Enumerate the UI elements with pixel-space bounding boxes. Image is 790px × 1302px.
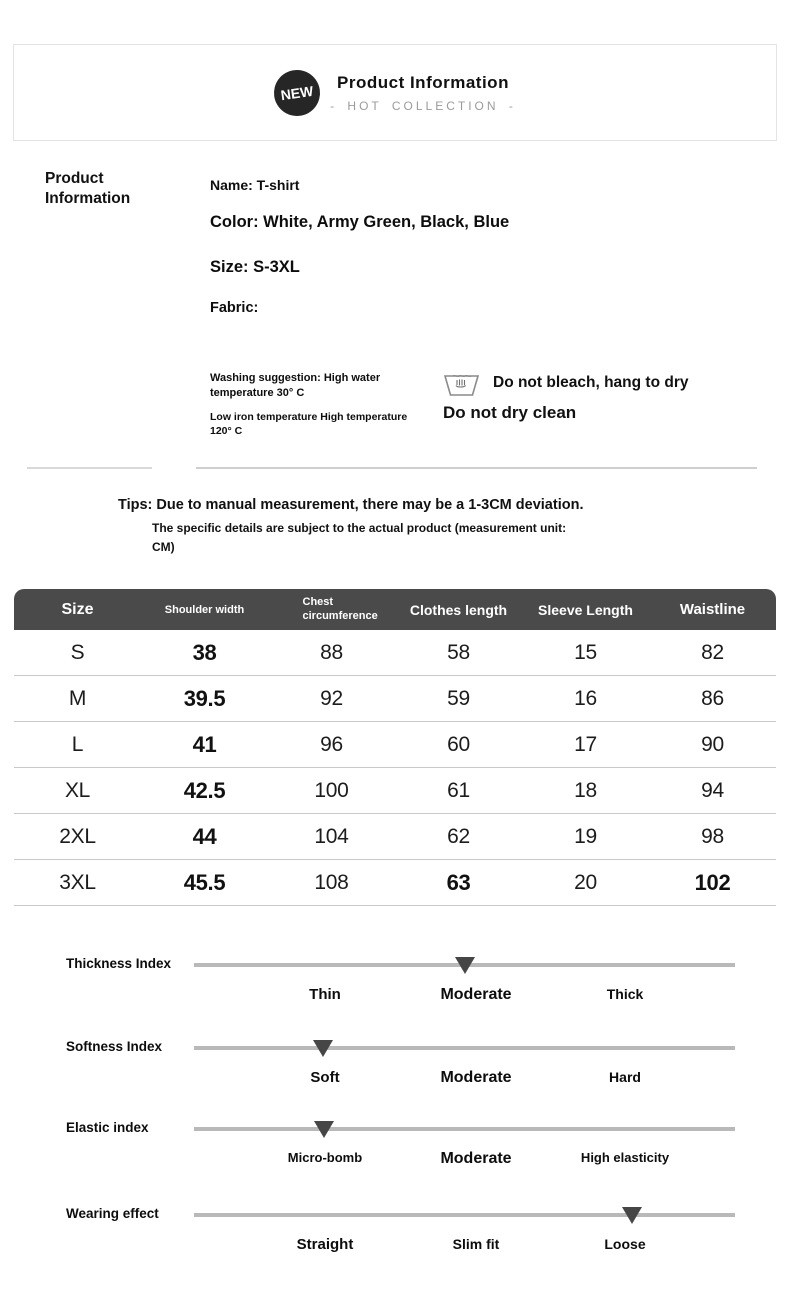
thickness-option-thick: Thick — [606, 986, 644, 1002]
cell-sleeve: 18 — [574, 778, 597, 802]
softness-option-moderate: Moderate — [440, 1069, 512, 1086]
cell-clothes: 63 — [446, 869, 471, 895]
softness-option-hard: Hard — [609, 1069, 641, 1085]
softness-marker-icon — [313, 1040, 333, 1057]
col-header-chest-circumference: Chest circumference — [302, 595, 378, 622]
elastic-marker-icon — [314, 1121, 334, 1138]
washing-suggestion-line2: Low iron temperature High temperature 120° C — [210, 410, 408, 437]
col-header-waistline: Waistline — [679, 601, 746, 618]
care-instructions-block — [443, 368, 743, 423]
wearing-effect-slider — [0, 1196, 790, 1276]
thickness-marker-icon — [455, 957, 475, 974]
col-header-shoulder-width: Shoulder width — [164, 603, 245, 616]
cell-chest: 108 — [314, 870, 349, 894]
care-line-dry-clean: Do not dry clean — [443, 403, 577, 422]
tips-line1: Tips: Due to manual measurement, there may be a 1-3CM deviation. — [118, 497, 584, 513]
table-row-3xl — [14, 860, 776, 906]
header-card — [13, 44, 777, 141]
care-line-bleach-dry: Do not bleach, hang to dry — [493, 374, 689, 391]
wearing-effect-track — [194, 1213, 735, 1217]
new-badge-label: NEW — [279, 82, 315, 103]
cell-shoulder: 45.5 — [183, 869, 226, 895]
product-color: Color: White, Army Green, Black, Blue — [210, 213, 510, 231]
cell-chest: 100 — [314, 778, 349, 802]
thickness-index-label: Thickness Index — [66, 956, 172, 971]
wearing-marker-icon — [622, 1207, 642, 1224]
cell-waist: 102 — [694, 869, 731, 895]
thickness-option-thin: Thin — [309, 986, 341, 1003]
cell-shoulder: 42.5 — [183, 777, 226, 803]
thickness-index-track — [194, 963, 735, 967]
table-row-s — [14, 630, 776, 676]
cell-size: 2XL — [59, 824, 96, 848]
cell-chest: 96 — [320, 732, 343, 756]
cell-sleeve: 17 — [574, 732, 597, 756]
size-table — [14, 589, 776, 906]
table-row-l — [14, 722, 776, 768]
elastic-option-micro-bomb: Micro-bomb — [287, 1150, 363, 1165]
softness-index-label: Softness Index — [66, 1039, 163, 1054]
elastic-option-high-elasticity: High elasticity — [580, 1150, 670, 1165]
cell-clothes: 58 — [447, 640, 470, 664]
wearing-effect-label: Wearing effect — [66, 1206, 159, 1221]
cell-waist: 82 — [701, 640, 724, 664]
cell-clothes: 61 — [447, 778, 470, 802]
col-header-sleeve-length: Sleeve Length — [538, 601, 633, 618]
product-fabric: Fabric: — [210, 300, 259, 316]
cell-clothes: 62 — [447, 824, 470, 848]
cell-sleeve: 20 — [574, 870, 597, 894]
cell-clothes: 60 — [447, 732, 470, 756]
cell-sleeve: 15 — [574, 640, 597, 664]
thickness-index-slider — [0, 946, 790, 1026]
thickness-option-moderate: Moderate — [440, 986, 512, 1003]
table-row-xl — [14, 768, 776, 814]
softness-index-slider — [0, 1029, 790, 1109]
tips-line2: The specific details are subject to the actual product (measurement unit: CM) — [152, 521, 567, 554]
product-name: Name: T-shirt — [210, 177, 300, 193]
cell-size: XL — [64, 778, 91, 802]
cell-sleeve: 19 — [574, 824, 597, 848]
washing-suggestion-block — [210, 371, 428, 438]
col-header-size: Size — [61, 600, 94, 618]
softness-option-soft: Soft — [310, 1069, 340, 1086]
cell-shoulder: 39.5 — [183, 685, 226, 711]
page-title: Product Information — [337, 72, 509, 92]
cell-sleeve: 16 — [574, 686, 597, 710]
softness-index-track — [194, 1046, 735, 1050]
product-size: Size: S-3XL — [210, 258, 300, 276]
cell-waist: 98 — [701, 824, 724, 848]
cell-size: M — [68, 686, 87, 710]
hand-wash-icon — [443, 368, 480, 398]
cell-clothes: 59 — [447, 686, 470, 710]
table-row-m — [14, 676, 776, 722]
wearing-option-straight: Straight — [296, 1236, 354, 1253]
page-subtitle: - HOT COLLECTION - — [330, 98, 516, 113]
wearing-option-slim-fit: Slim fit — [452, 1236, 500, 1252]
wearing-option-loose: Loose — [604, 1236, 646, 1252]
cell-chest: 104 — [314, 824, 349, 848]
cell-size: L — [71, 732, 84, 756]
elastic-index-label: Elastic index — [66, 1120, 149, 1135]
cell-shoulder: 38 — [192, 639, 217, 665]
elastic-option-moderate: Moderate — [440, 1150, 512, 1167]
cell-waist: 90 — [701, 732, 724, 756]
table-row-2xl — [14, 814, 776, 860]
cell-size: 3XL — [59, 870, 96, 894]
elastic-index-track — [194, 1127, 735, 1131]
divider-left — [27, 467, 152, 469]
washing-suggestion-line1: Washing suggestion: High water temperature 30° C — [210, 372, 381, 399]
size-table-header — [14, 589, 776, 630]
cell-shoulder: 44 — [192, 823, 217, 849]
elastic-index-slider — [0, 1110, 790, 1190]
cell-chest: 88 — [320, 640, 343, 664]
section-title-product-information: Product Information — [45, 170, 131, 208]
cell-shoulder: 41 — [192, 731, 217, 757]
col-header-clothes-length: Clothes length — [409, 601, 508, 618]
new-badge — [271, 67, 323, 119]
cell-size: S — [70, 640, 85, 664]
divider-right — [196, 467, 757, 469]
cell-chest: 92 — [320, 686, 343, 710]
header-text — [330, 73, 516, 113]
cell-waist: 94 — [701, 778, 724, 802]
cell-waist: 86 — [701, 686, 724, 710]
